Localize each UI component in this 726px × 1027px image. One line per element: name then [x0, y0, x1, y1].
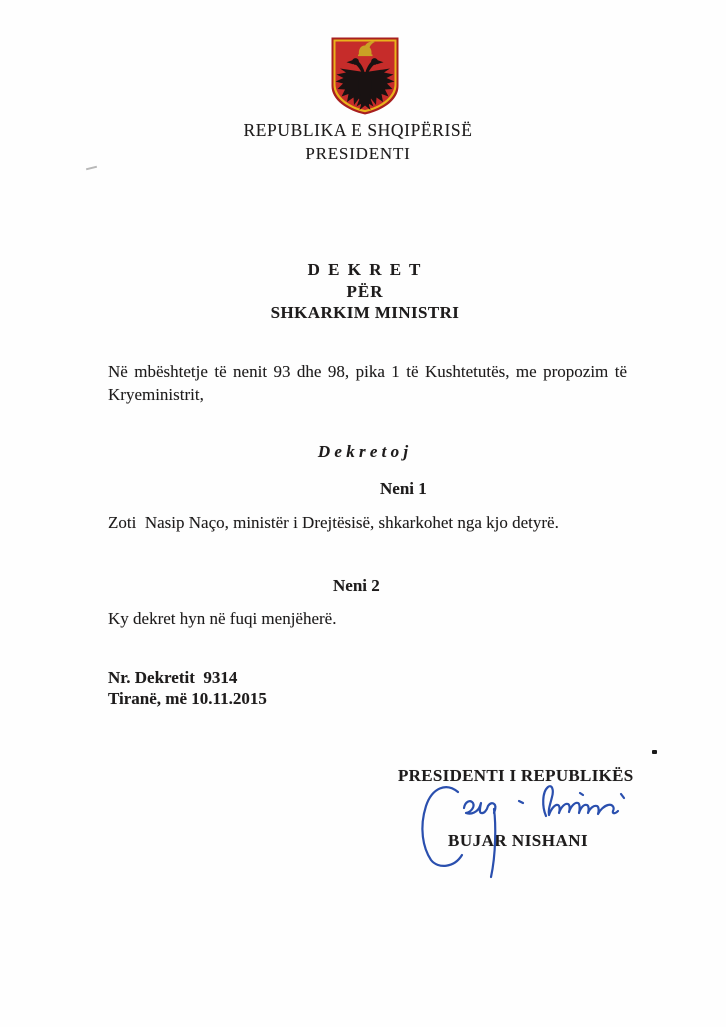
republic-name: REPUBLIKA E SHQIPËRISË: [243, 120, 473, 140]
decree-subject: SHKARKIM MINISTRI: [270, 303, 460, 322]
article-2-heading: Neni 2: [333, 576, 380, 595]
article-2-text: Ky dekret hyn në fuqi menjëherë.: [108, 609, 337, 628]
scan-dot-artifact: [652, 750, 657, 754]
signer-name: BUJAR NISHANI: [448, 831, 589, 850]
scan-dash-artifact: [86, 166, 97, 171]
signer-title: PRESIDENTI I REPUBLIKËS: [398, 766, 634, 785]
preamble-text: Në mbështetje të nenit 93 dhe 98, pika 1 të Kushtetutës, me propozim të Kryeministrit,: [108, 362, 627, 404]
decree-title-per: PËR: [346, 281, 384, 301]
letterhead: [0, 120, 716, 164]
decree-verb: D e k r e t o j: [317, 442, 409, 461]
decree-title: D E K R E T: [307, 260, 423, 279]
place-and-date: Tiranë, më 10.11.2015: [108, 689, 267, 708]
article-1-heading: Neni 1: [380, 479, 427, 498]
decree-title-block: [0, 259, 726, 324]
albania-coat-of-arms-icon: [330, 36, 400, 116]
decree-number: Nr. Dekretit 9314: [108, 668, 238, 687]
article-1-text: Zoti Nasip Naço, ministër i Drejtësisë, shkarkohet nga kjo detyrë.: [108, 513, 559, 532]
bujar-nishani-signature-icon: [410, 776, 638, 888]
institution-name: PRESIDENTI: [305, 144, 411, 163]
